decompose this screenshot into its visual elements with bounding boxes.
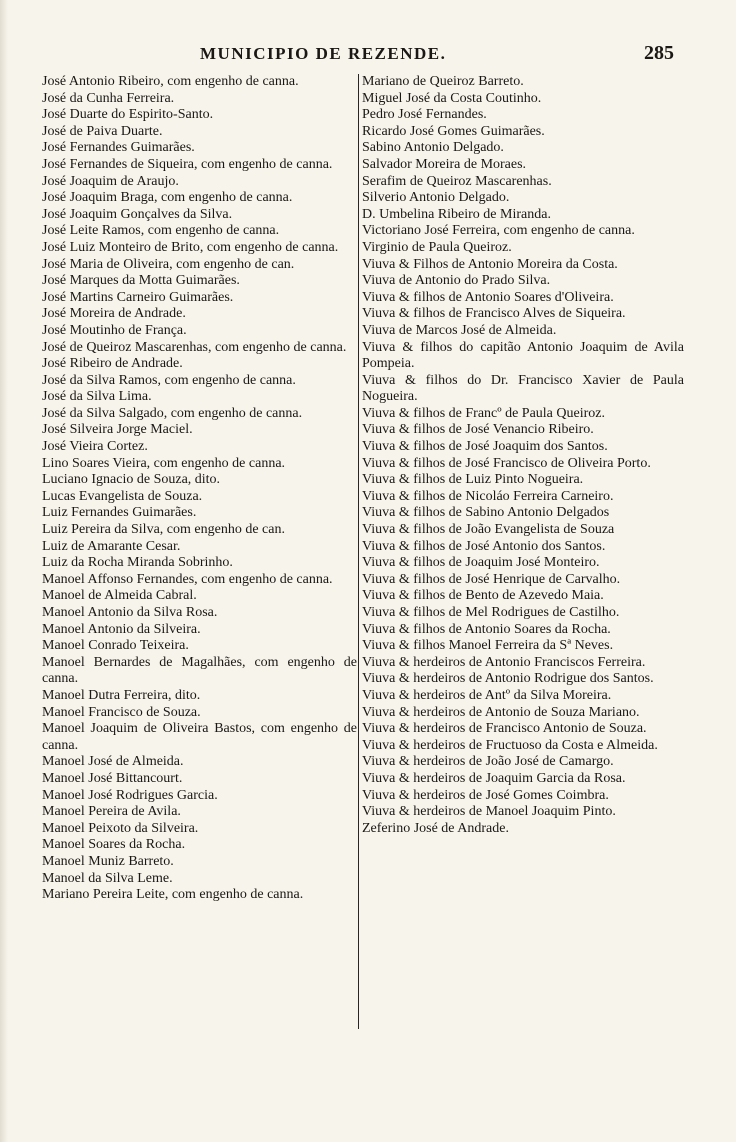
directory-entry: Viuva & herdeiros de Antonio Franciscos Ferreira. (362, 654, 646, 670)
directory-entry: Viuva de Marcos José de Almeida. (362, 322, 557, 338)
directory-entry: Viuva & filhos de José Antonio dos Santos. (362, 538, 606, 554)
directory-entry: Zeferino José de Andrade. (362, 820, 509, 836)
directory-entry: Miguel José da Costa Coutinho. (362, 90, 542, 106)
directory-entry: Manoel José de Almeida. (42, 754, 184, 770)
directory-entry: Viuva & filhos de Antonio Soares da Rocha. (362, 621, 611, 637)
directory-entry: Viuva & herdeiros de João José de Camargo. (362, 754, 614, 770)
directory-entry: José da Silva Lima. (42, 389, 152, 405)
directory-entry: Viuva & filhos do Dr. Francisco Xavier de Paula Nogueira. (362, 372, 684, 405)
right-column (362, 74, 684, 837)
directory-entry: Viuva & herdeiros de Manoel Joaquim Pinto. (362, 804, 616, 820)
directory-entry: Manoel Muniz Barreto. (42, 853, 174, 869)
directory-entry: José Ribeiro de Andrade. (42, 356, 183, 372)
directory-entry: Virginio de Paula Queiroz. (362, 239, 512, 255)
directory-entry: Viuva & herdeiros de José Gomes Coimbra. (362, 787, 609, 803)
directory-entry: Viuva & filhos de Antonio Soares d'Oliveira. (362, 289, 614, 305)
directory-entry: Viuva & herdeiros de Francisco Antonio de Souza. (362, 721, 647, 737)
directory-entry: Sabino Antonio Delgado. (362, 140, 504, 156)
directory-entry: Manoel de Almeida Cabral. (42, 588, 197, 604)
page-number: 285 (644, 42, 674, 64)
directory-entry: Viuva & herdeiros de Antonio Rodrigue dos Santos. (362, 671, 654, 687)
directory-entry: Lucas Evangelista de Souza. (42, 488, 203, 504)
directory-entry: Manoel Soares da Rocha. (42, 837, 186, 853)
directory-entry: Viuva & filhos de Bento de Azevedo Maia. (362, 588, 604, 604)
directory-entry: Viuva & herdeiros de Fructuoso da Costa e Almeida. (362, 737, 658, 753)
directory-entry: Viuva & Filhos de Antonio Moreira da Costa. (362, 256, 618, 272)
directory-entry: Viuva de Antonio do Prado Silva. (362, 273, 551, 289)
directory-entry: José Antonio Ribeiro, com engenho de canna. (42, 74, 299, 89)
directory-entry: José Maria de Oliveira, com engenho de can. (42, 256, 295, 272)
directory-entry: José Marques da Motta Guimarães. (42, 273, 240, 289)
directory-entry: Luiz da Rocha Miranda Sobrinho. (42, 555, 233, 571)
directory-entry: Silverio Antonio Delgado. (362, 190, 510, 206)
page-title: MUNICIPIO DE REZENDE. (200, 44, 447, 63)
directory-entry: Manoel Francisco de Souza. (42, 704, 201, 720)
directory-entry: Manoel Affonso Fernandes, com engenho de canna. (42, 571, 333, 587)
directory-entry: Mariano de Queiroz Barreto. (362, 74, 524, 89)
directory-entry: Luiz Fernandes Guimarães. (42, 505, 197, 521)
directory-entry: Viuva & filhos de Nicoláo Ferreira Carneiro. (362, 488, 614, 504)
directory-entry: José da Silva Ramos, com engenho de canna. (42, 372, 296, 388)
directory-entry: Viuva & filhos Manoel Ferreira da Sª Neves. (362, 638, 614, 654)
directory-entry: José Leite Ramos, com engenho de canna. (42, 223, 280, 239)
directory-entry: Luiz de Amarante Cesar. (42, 538, 181, 554)
directory-entry: Manoel Antonio da Silveira. (42, 621, 201, 637)
directory-entry: José Joaquim de Araujo. (42, 173, 179, 189)
directory-entry: Manoel José Bittancourt. (42, 770, 183, 786)
directory-entry: Luciano Ignacio de Souza, dito. (42, 472, 221, 488)
directory-entry: Viuva & filhos de Francisco Alves de Siqueira. (362, 306, 626, 322)
directory-entry: Ricardo José Gomes Guimarães. (362, 123, 545, 139)
directory-entry: José Luiz Monteiro de Brito, com engenho de canna. (42, 239, 339, 255)
page-header (0, 44, 736, 70)
directory-entry: José da Silva Salgado, com engenho de canna. (42, 405, 303, 421)
directory-entry: Viuva & herdeiros de Antº da Silva Moreira. (362, 687, 612, 703)
directory-entry: José Joaquim Braga, com engenho de canna. (42, 190, 293, 206)
directory-entry: Viuva & filhos de Mel Rodrigues de Castilho. (362, 605, 620, 620)
directory-entry: Viuva & filhos de José Venancio Ribeiro. (362, 422, 594, 438)
directory-entry: Manoel Dutra Ferreira, dito. (42, 687, 201, 703)
directory-entry: Manoel Conrado Teixeira. (42, 638, 189, 654)
directory-entry: Salvador Moreira de Moraes. (362, 156, 527, 172)
directory-entry: Viuva & herdeiros de Antonio de Souza Mariano. (362, 704, 640, 720)
directory-entry: Manoel da Silva Leme. (42, 870, 173, 886)
directory-entry: José Silveira Jorge Maciel. (42, 422, 193, 438)
directory-entry: Viuva & herdeiros de Joaquim Garcia da Rosa. (362, 770, 626, 786)
directory-entry: Luiz Pereira da Silva, com engenho de can. (42, 522, 285, 538)
directory-entry: José Joaquim Gonçalves da Silva. (42, 206, 233, 222)
directory-entry: José Duarte do Espirito-Santo. (42, 107, 214, 123)
column-divider (358, 74, 359, 1029)
directory-entry: Serafim de Queiroz Mascarenhas. (362, 173, 552, 189)
directory-entry: Victoriano José Ferreira, com engenho de canna. (362, 223, 635, 239)
directory-entry: José Vieira Cortez. (42, 439, 148, 455)
directory-entry: Viuva & filhos de Sabino Antonio Delgados (362, 505, 610, 521)
left-column (42, 74, 357, 904)
directory-entry: José Martins Carneiro Guimarães. (42, 289, 234, 305)
directory-entry: José de Queiroz Mascarenhas, com engenho de canna. (42, 339, 347, 355)
directory-entry: José Moutinho de França. (42, 322, 187, 338)
directory-entry: José de Paiva Duarte. (42, 123, 163, 139)
directory-entry: Lino Soares Vieira, com engenho de canna. (42, 455, 286, 471)
directory-entry: José Moreira de Andrade. (42, 306, 186, 322)
directory-entry: Manoel Joaquim de Oliveira Bastos, com engenho de canna. (42, 721, 357, 753)
directory-entry: D. Umbelina Ribeiro de Miranda. (362, 206, 551, 222)
directory-entry: Viuva & filhos de José Joaquim dos Santos. (362, 439, 608, 455)
directory-entry: Viuva & filhos do capitão Antonio Joaquim de Avila Pompeia. (362, 339, 684, 372)
directory-entry: Viuva & filhos de João Evangelista de Souza (362, 522, 615, 538)
directory-entry: Viuva & filhos de Francº de Paula Queiroz. (362, 405, 605, 421)
directory-entry: José Fernandes de Siqueira, com engenho de canna. (42, 156, 333, 172)
directory-entry: Viuva & filhos de José Francisco de Oliveira Porto. (362, 455, 651, 471)
directory-columns (0, 74, 736, 1074)
directory-entry: José Fernandes Guimarães. (42, 140, 195, 156)
directory-entry: Manoel Pereira de Avila. (42, 804, 181, 820)
directory-entry: Viuva & filhos de Joaquim José Monteiro. (362, 555, 600, 571)
directory-entry: Mariano Pereira Leite, com engenho de canna. (42, 887, 304, 903)
directory-entry: Manoel Antonio da Silva Rosa. (42, 605, 218, 620)
directory-entry: Manoel Bernardes de Magalhães, com engenho de canna. (42, 654, 357, 687)
directory-entry: José da Cunha Ferreira. (42, 90, 175, 106)
directory-entry: Manoel Peixoto da Silveira. (42, 820, 199, 836)
directory-entry: Pedro José Fernandes. (362, 107, 487, 123)
directory-entry: Viuva & filhos de José Henrique de Carvalho. (362, 571, 621, 587)
directory-entry: Manoel José Rodrigues Garcia. (42, 787, 218, 803)
directory-entry: Viuva & filhos de Luiz Pinto Nogueira. (362, 472, 584, 488)
